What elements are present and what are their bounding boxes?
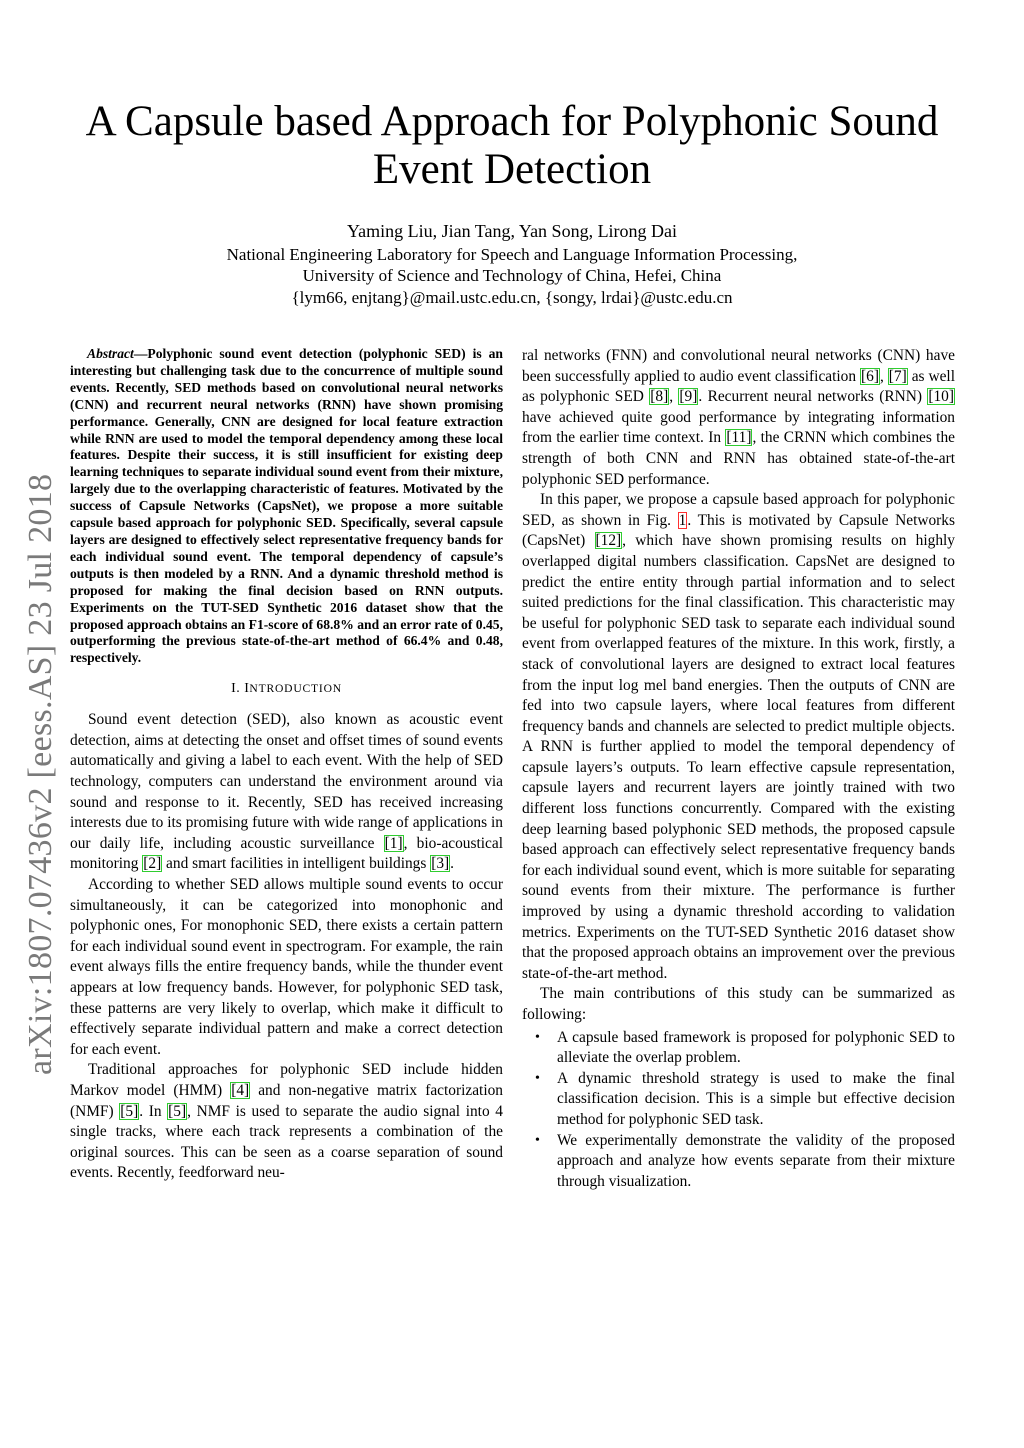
text-run: as well as polyphonic SED	[522, 367, 955, 406]
bullet-icon: •	[535, 1070, 540, 1086]
paragraph-intro-1	[70, 710, 503, 875]
text-run: In this paper, we propose a capsule based approach for polyphonic SED, as shown in Fig.	[522, 491, 955, 529]
section-first-letter: I	[244, 681, 250, 697]
text-run: . In	[139, 1102, 168, 1120]
figure-link[interactable]: 1	[678, 511, 687, 529]
text-run: ,	[669, 388, 679, 406]
citation-link[interactable]: [5]	[168, 1102, 187, 1120]
text-run: .	[450, 855, 455, 873]
citation-link[interactable]: [6]	[861, 367, 879, 385]
affiliation-line-2: University of Science and Technology of China, Hefei, China	[302, 266, 722, 285]
section-title-rest: NTRODUCTION	[249, 682, 342, 696]
text-run: Traditional approaches for polyphonic SED include hidden Markov model (HMM)	[70, 1061, 503, 1099]
list-item	[522, 1069, 955, 1131]
paper-title: A Capsule based Approach for Polyphonic Sound Event Detection	[85, 98, 939, 193]
paragraph-intro-5	[522, 490, 955, 984]
citation-link[interactable]: [5]	[120, 1102, 139, 1120]
paragraph-intro-3	[70, 1060, 503, 1184]
paragraph-intro-2: According to whether SED allows multiple sound events to occur simultaneously, it can be categorized into monophonic and polyphonic ones, For monophonic SED, there exists a certain pattern for each individual sound event in spectrogram. For example, the rain event always fills the entire frequency bands, while the thunder event appears at low frequency bands. However, for polyphonic SED task, these patterns are very likely to overlap, which make it difficult to effectively separate individual pattern and make a correct detection for each event.	[70, 875, 503, 1058]
left-column	[70, 346, 503, 1184]
citation-link[interactable]: [12]	[595, 532, 622, 550]
text-run: . Recurrent neural networks (RNN)	[698, 388, 928, 406]
abstract	[70, 346, 503, 667]
section-number: I.	[231, 681, 245, 697]
list-item-text: We experimentally demonstrate the validity of the proposed approach and analyze how events separate from their mixture through visualization.	[557, 1131, 955, 1190]
text-run: have achieved quite good performance by integrating information from the earlier time context. In	[522, 408, 955, 447]
bullet-icon: •	[535, 1029, 540, 1045]
abstract-label: Abstract	[87, 346, 134, 361]
text-run: ral networks (FNN) and convolutional neural networks (CNN) have been successfully applied to audio event classification	[522, 347, 955, 385]
author-emails: {lym66, enjtang}@mail.ustc.edu.cn, {songy, lrdai}@ustc.edu.cn	[291, 287, 733, 307]
citation-link[interactable]: [10]	[928, 388, 954, 406]
text-run: ,	[879, 367, 888, 385]
affiliation-line-1: National Engineering Laboratory for Speech and Language Information Processing,	[226, 244, 798, 264]
list-item-text: A dynamic threshold strategy is used to make the final classification decision. This is a simple but effective decision method for polyphonic SED task.	[557, 1069, 955, 1128]
list-item	[522, 1028, 955, 1069]
citation-link[interactable]: [1]	[384, 834, 403, 852]
text-run: and non-negative matrix factorization (NMF)	[70, 1081, 503, 1120]
author-names: Yaming Liu, Jian Tang, Yan Song, Lirong Dai	[346, 221, 678, 241]
arxiv-identifier: arXiv:1807.07436v2 [eess.AS] 23 Jul 2018	[22, 473, 59, 1075]
paragraph-intro-6: The main contributions of this study can be summarized as following:	[522, 985, 955, 1023]
text-run: Sound event detection (SED), also known as acoustic event detection, aims at detecting the onset and offset times of sound events automatically and giving a label to each event. With the help of SED technology, computers can understand the environment around via sound and response to it. Recently, SED has received increasing interests due to its promising future with wide range of applications in our daily life, including acoustic surveillance	[70, 711, 503, 852]
paragraph-intro-4	[522, 346, 955, 490]
citation-link[interactable]: [4]	[231, 1081, 250, 1099]
text-run: , which have shown promising results on highly overlapped digital numbers classification. CapsNet are designed to predict the entire entity through partial information and to select suited predictions for the final classification. This characteristic may be useful for polyphonic SED task to separate each individual sound event from overlapped features of the mixture. In this work, firstly, a stack of convolutional layers are designed to extract local features from the input log mel band energies. Then the outputs of CNN are fed into two capsule layers, where local features from different frequency bands and channels are selected to predict multiple objects. A RNN is further applied to model the temporal dependency of capsule layers’s outputs. To learn effective capsule representation, capsule layers and recurrent layers are jointly trained with two different loss functions concurrently. Compared with the existing deep learning based polyphonic SED methods, the proposed capsule based approach can effectively select representative frequency bands for each individual sound event, which is more suitable for separating sound events from their mixture. The performance is further improved by using a dynamic threshold according to validation metrics. Experiments on the TUT-SED Synthetic 2016 dataset show that the proposed approach obtains an improvement over the previous state-of-the-art method.	[522, 532, 955, 982]
section-heading-introduction	[70, 681, 503, 697]
author-block	[62, 221, 962, 308]
text-run: , NMF is used to separate the audio signal into 4 single tracks, where each track represents a combination of the original sources. This can be seen as a coarse separation of sound events. Recently, feedforward neu-	[70, 1102, 503, 1182]
right-column	[522, 346, 955, 1192]
citation-link[interactable]: [9]	[679, 388, 698, 406]
citation-link[interactable]: [3]	[431, 855, 450, 873]
abstract-text: —Polyphonic sound event detection (polyphonic SED) is an interesting but challenging task due to the concurrence of multiple sound events. Recently, SED methods based on convolutional neural networks (CNN) and recurrent neural networks (RNN) have shown promising performance. Generally, CNN are designed for local feature extraction while RNN are used to model the temporal dependency among these local features. Despite their success, it is still insufficient for existing deep learning techniques to separate individual sound event from their mixture, largely due to the overlapping characteristic of features. Motivated by the success of Capsule Networks (CapsNet), we propose a more suitable capsule based approach for polyphonic SED. Specifically, several capsule layers are designed to effectively select representative frequency bands for each individual sound event. The temporal dependency of capsule’s outputs is then modeled by a RNN. And a dynamic threshold method is proposed for making the final decision based on RNN outputs. Experiments on the TUT-SED Synthetic 2016 dataset show that the proposed approach obtains an F1-score of 68.8% and an error rate of 0.45, outperforming the previous state-of-the-art method of 66.4% and 0.48, respectively.	[70, 346, 503, 666]
contributions-list	[522, 1028, 955, 1193]
text-run: , the CRNN which combines the strength of both CNN and RNN has obtained state-of-the-art polyphonic SED performance.	[522, 429, 955, 488]
list-item	[522, 1131, 955, 1193]
citation-link[interactable]: [2]	[143, 855, 162, 873]
citation-link[interactable]: [8]	[650, 388, 669, 406]
text-run: and smart facilities in intelligent buildings	[162, 855, 431, 873]
citation-link[interactable]: [11]	[726, 429, 752, 447]
bullet-icon: •	[535, 1132, 540, 1148]
list-item-text: A capsule based framework is proposed for polyphonic SED to alleviate the overlap problem.	[557, 1028, 955, 1067]
citation-link[interactable]: [7]	[888, 367, 907, 385]
text-run: , bio-acoustical monitoring	[70, 834, 503, 873]
text-run: . This is motivated by Capsule Networks (CapsNet)	[522, 511, 955, 550]
